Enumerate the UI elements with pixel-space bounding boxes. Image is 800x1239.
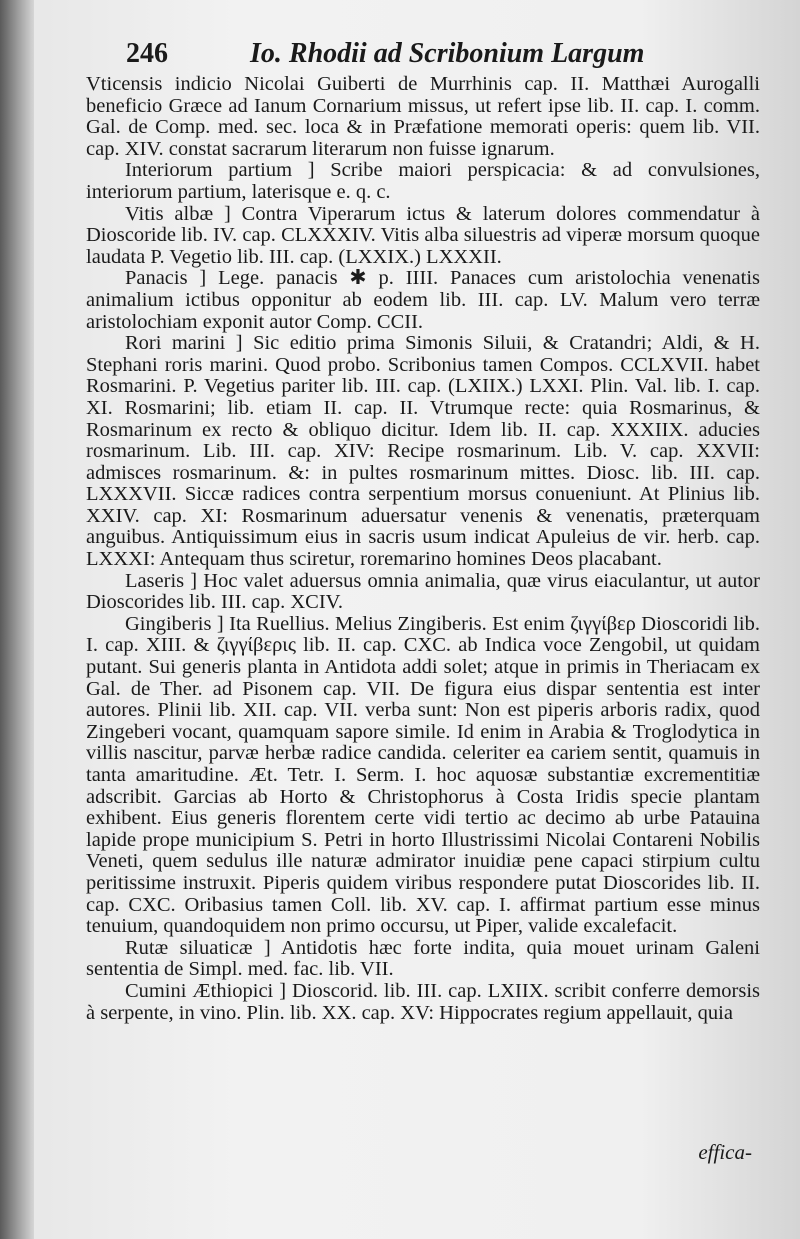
paragraph: Cumini Æthiopici ] Dioscorid. lib. III. cap. LXIIX. scribit conferre demorsis à serpente, in vino. Plin. lib. XX. cap. XV: Hippocrates regium appellauit, quia (86, 979, 760, 1024)
running-title: Io. Rhodii ad Scribonium Largum (250, 38, 645, 69)
running-header (126, 38, 760, 74)
paragraph: Rori marini ] Sic editio prima Simonis Siluii, & Cratandri; Aldi, & H. Stephani roris marini. Quod probo. Scribonius tamen Compos. CCLXVII. habet Rosmarini. P. Vegetius pariter lib. III. cap. (LXIIX.) LXXI. Plin. Val. lib. I. cap. XI. Rosmarini; lib. etiam II. cap. II. Vtrumque recte: quia Rosmarinus, & Rosmarinum ex recto & obliquo dicitur. Idem lib. II. cap. XXXIIX. aducies rosmarinum. Lib. III. cap. XIV: Recipe rosmarinum. Lib. V. cap. XXVII: admisces rosmarinum. &: in pultes rosmarinum mittes. Diosc. lib. III. cap. LXXXVII. Siccæ radices contra serpentium morsus conueniunt. At Plinius lib. XXIV. cap. XI: Rosmarinum aduersatur venenis & venenatis, præterquam anguibus. Antiquissimum eius in sacris usum indicat Apuleius de vir. herb. cap. LXXXI: Antequam thus sciretur, roremarino homines Deos placabant. (86, 332, 760, 571)
body-text (86, 74, 760, 1024)
paragraph: Interiorum partium ] Scribe maiori perspicacia: & ad convulsiones, interiorum partium, laterisque e. q. c. (86, 159, 760, 203)
page-number: 246 (126, 38, 168, 69)
paragraph: Rutæ siluaticæ ] Antidotis hæc forte indita, quia mouet urinam Galeni sententia de Simpl. med. fac. lib. VII. (86, 936, 760, 981)
paragraph: Panacis ] Lege. panacis ✱ p. IIII. Panaces cum aristolochia venenatis animalium ictibus opponitur ab eodem lib. III. cap. LV. Malum vero terræ aristolochiam exponit autor Comp. CCII. (86, 267, 760, 333)
paragraph: Gingiberis ] Ita Ruellius. Melius Zingiberis. Est enim ζιγγίβερ Dioscoridi lib. I. cap. XIII. & ζιγγίβερις lib. II. cap. CXC. ab Indica voce Zengobil, ut quidam putant. Sui generis planta in Antidota addi solet; atque in primis in Theriacam ex Gal. de Ther. ad Pisonem cap. VII. De figura eius dispar sententia est inter autores. Plinii lib. XII. cap. VII. verba sunt: Non est piperis arboris radix, quod Zingeberi vocant, quamquam sapore simile. Id enim in Arabia & Troglodytica in villis nascitur, parvæ herbæ radice candida. celeriter ea cariem sentit, quamuis in tanta amaritudine. Æt. Tetr. I. Serm. I. hoc aquosæ substantiæ excrementitiæ adscribit. Garcias ab Horto & Christophorus à Costa Iridis specie plantam exhibent. Eius generis florentem certe vidi tertio ac decimo ab urbe Patauina lapide prope municipium S. Petri in horto Illustrissimi Nicolai Contareni Nobilis Veneti, quem sedulus ille naturæ admirator inuidiæ pene capaci stirpium cultu peritissime instruxit. Piperis quidem viribus respondere putat Dioscorides lib. II. cap. CXC. Oribasius tamen Coll. lib. XV. cap. I. affirmat partium esse minus tenuium, quandoquidem non primo occursu, ut Piper, valide excalefacit. (86, 612, 760, 938)
paragraph: Vticensis indicio Nicolai Guiberti de Murrhinis cap. II. Matthæi Aurogalli beneficio Græce ad Ianum Cornarium missus, ut refert ipse lib. II. cap. I. comm. Gal. de Comp. med. sec. loca & in Præfatione memorati operis: quem lib. VII. cap. XIV. constat sacrarum literarum non fuisse ignarum. (86, 73, 760, 160)
book-gutter (0, 0, 34, 1239)
paragraph: Vitis albæ ] Contra Viperarum ictus & laterum dolores commendatur à Dioscoride lib. IV. cap. CLXXXIV. Vitis alba siluestris ad viperæ morsum quoque laudata P. Vegetio lib. III. cap. (LXXIX.) LXXXII. (86, 202, 760, 268)
paragraph: Laseris ] Hoc valet aduersus omnia animalia, quæ virus eiaculantur, ut autor Dioscorides lib. III. cap. XCIV. (86, 569, 760, 614)
catchword: effica- (698, 1140, 752, 1164)
